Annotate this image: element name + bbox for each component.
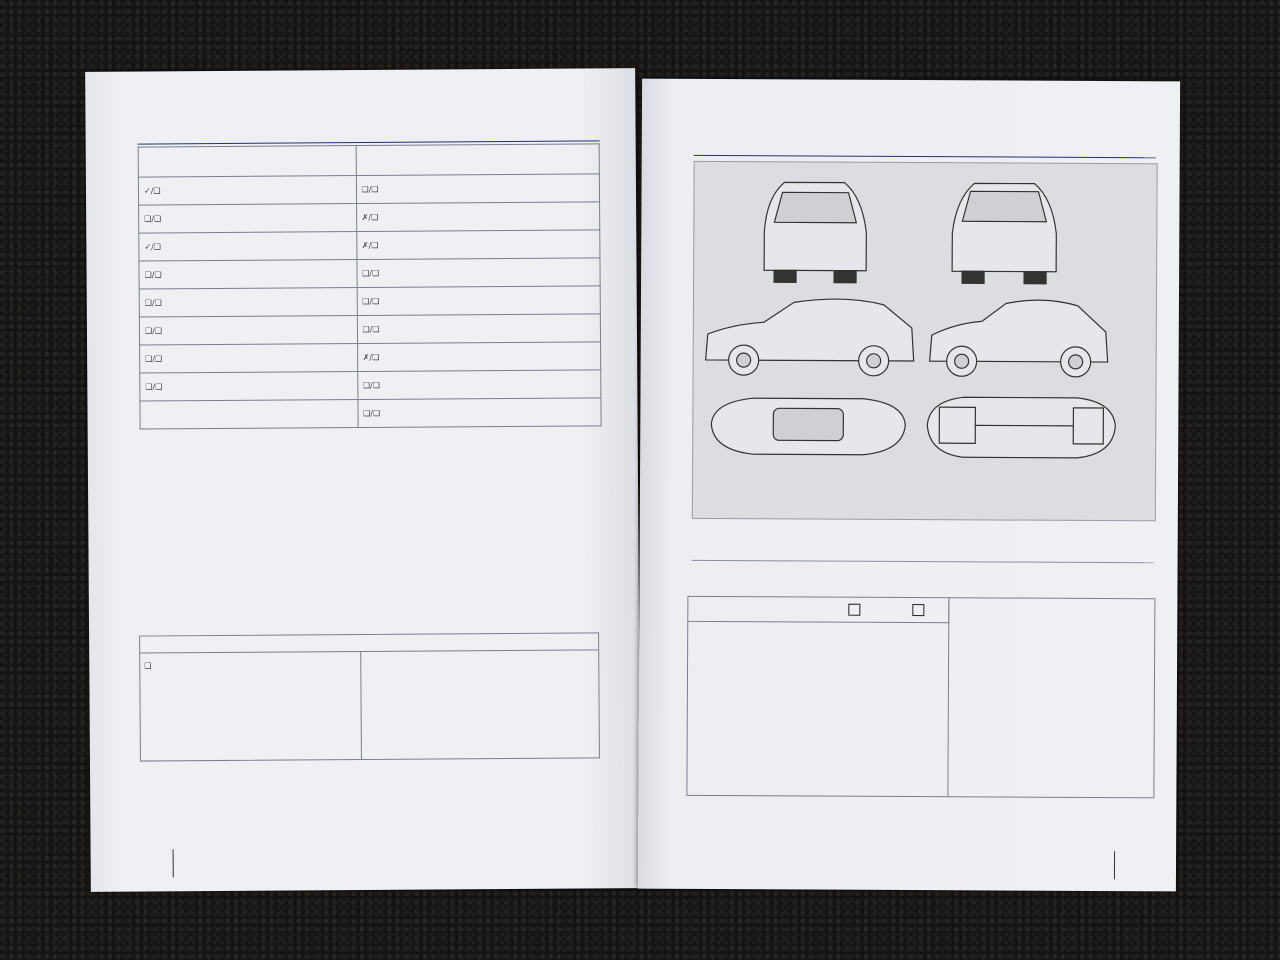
table-row [139, 230, 600, 261]
checkbox-icon[interactable]: ❑/❑ [362, 268, 380, 279]
col-right-header [356, 144, 600, 176]
stamp-line-1 [198, 542, 348, 543]
checked-checkbox-icon[interactable]: ✗/❑ [361, 240, 379, 251]
change-item [357, 398, 601, 428]
table-row [139, 202, 600, 233]
work-item [139, 260, 357, 290]
damage-header [688, 597, 949, 623]
table-row [139, 286, 600, 317]
next-service-box [139, 632, 600, 761]
table-row [140, 398, 601, 429]
checkbox-icon[interactable]: ❑/❑ [145, 354, 163, 364]
customer-request [140, 372, 358, 402]
yes-checkbox[interactable] [844, 604, 860, 616]
table-row [140, 370, 601, 401]
change-item [356, 230, 600, 260]
no-checkbox[interactable] [908, 604, 924, 616]
footer-divider-left [173, 849, 174, 877]
change-item [356, 202, 600, 232]
damage-divider [947, 598, 949, 796]
work-item [139, 232, 357, 262]
work-item [138, 176, 356, 206]
change-item [357, 342, 601, 372]
checkbox-icon[interactable]: ❑/❑ [144, 214, 162, 224]
service-table [138, 143, 602, 429]
change-item [357, 370, 601, 400]
stamp-line-2 [198, 542, 348, 543]
table-row [140, 342, 601, 373]
next-service-title [140, 633, 598, 653]
left-page [85, 68, 641, 892]
checkbox-icon[interactable]: ❑/❑ [144, 270, 162, 280]
symbols-row [692, 560, 1154, 577]
right-page [638, 79, 1180, 892]
change-item [357, 286, 601, 316]
change-item [356, 174, 600, 204]
car-diagram-svg [693, 162, 1157, 520]
work-item [140, 344, 358, 374]
body-check-rule [694, 155, 1156, 158]
table-row [139, 314, 600, 345]
change-item [356, 258, 600, 288]
table-row [139, 258, 600, 289]
work-item [139, 288, 357, 318]
service-date-cell [140, 400, 358, 430]
change-item [357, 314, 601, 344]
workshop-stamp [198, 542, 348, 543]
table-row [138, 174, 599, 205]
stamp-line-3 [198, 542, 348, 543]
work-item [139, 204, 357, 234]
checkbox-icon[interactable]: ❑/❑ [144, 298, 162, 308]
checkbox-icon[interactable]: ❑/❑ [361, 184, 379, 195]
checkbox-icon[interactable]: ❑/❑ [363, 408, 381, 418]
next-service-divider [360, 652, 362, 759]
checkbox-icon[interactable]: ❑/❑ [362, 296, 380, 307]
damage-box [686, 596, 1155, 798]
car-illustration [692, 161, 1158, 521]
work-item [139, 316, 357, 346]
col-left-header [138, 146, 356, 178]
checked-checkbox-icon[interactable]: ✗/❑ [361, 212, 379, 223]
checked-checkbox-icon[interactable]: ✓/❑ [144, 242, 161, 252]
checkbox-icon[interactable]: ❑/❑ [144, 326, 163, 336]
checkbox-icon[interactable]: ❑/❑ [362, 324, 380, 334]
checkbox-icon[interactable]: ❑/❑ [145, 382, 163, 392]
checked-checkbox-icon[interactable]: ✓/❑ [143, 186, 161, 196]
checkbox-icon[interactable]: ❑/❑ [362, 380, 380, 390]
checked-checkbox-icon[interactable]: ✗/❑ [362, 352, 380, 362]
footer-divider-right [1114, 851, 1115, 879]
as-per-interval: ❑ [144, 661, 152, 671]
